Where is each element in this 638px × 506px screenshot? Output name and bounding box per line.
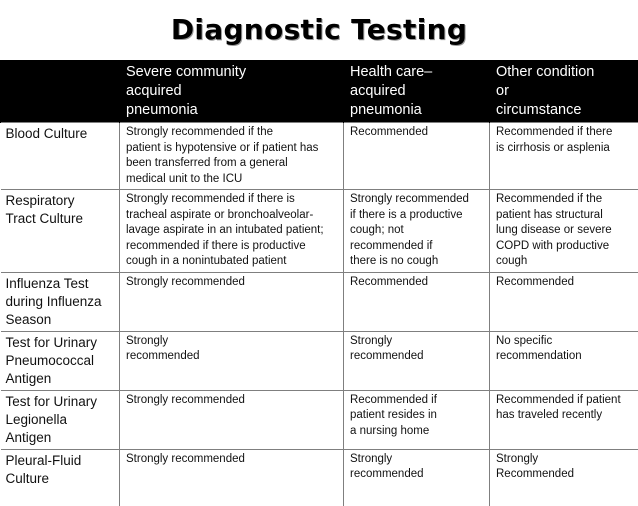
table-cell: Strongly recommended if the patient is hypotensive or if patient has been transferred from a general medical unit to the ICU xyxy=(120,123,344,190)
table-row xyxy=(1,272,638,331)
row-label: Respiratory Tract Culture xyxy=(1,190,120,273)
table-cell: Recommended xyxy=(490,272,638,331)
table-cell: Recommended xyxy=(344,123,490,190)
header-hcap: Health care– acquired pneumonia xyxy=(344,60,490,123)
table-row xyxy=(1,190,638,273)
header-severe-cap: Severe community acquired pneumonia xyxy=(120,60,344,123)
table-cell: Recommended if patient has traveled recently xyxy=(490,390,638,449)
table-row xyxy=(1,123,638,190)
diagnostic-testing-table xyxy=(0,60,638,506)
table-cell: Strongly recommended xyxy=(120,390,344,449)
table-cell: Strongly recommended xyxy=(120,449,344,506)
row-label: Test for Urinary Legionella Antigen xyxy=(1,390,120,449)
header-other-condition: Other condition or circumstance xyxy=(490,60,638,123)
table-cell: Strongly recommended if there is tracheal aspirate or bronchoalveolar- lavage aspirate in an intubated patient; recommended if there is productive cough in a nonintubated patient xyxy=(120,190,344,273)
table-cell: Strongly recommended xyxy=(120,331,344,390)
header-corner xyxy=(1,60,120,123)
table-cell: Strongly recommended xyxy=(120,272,344,331)
table-cell: Recommended if patient resides in a nursing home xyxy=(344,390,490,449)
table-cell: Recommended if the patient has structural lung disease or severe COPD with productive cough xyxy=(490,190,638,273)
row-label: Test for Urinary Pneumococcal Antigen xyxy=(1,331,120,390)
table-row xyxy=(1,390,638,449)
row-label: Influenza Test during Influenza Season xyxy=(1,272,120,331)
row-label: Pleural-Fluid Culture xyxy=(1,449,120,506)
table-cell: No specific recommendation xyxy=(490,331,638,390)
table-cell: Recommended if there is cirrhosis or asplenia xyxy=(490,123,638,190)
table-header-row xyxy=(1,60,638,123)
table-cell: Recommended xyxy=(344,272,490,331)
table-cell: Strongly recommended xyxy=(344,449,490,506)
table-cell: Strongly recommended xyxy=(344,331,490,390)
table-cell: Strongly recommended if there is a productive cough; not recommended if there is no cough xyxy=(344,190,490,273)
row-label: Blood Culture xyxy=(1,123,120,190)
page-title: Diagnostic Testing xyxy=(0,12,638,48)
table-row xyxy=(1,331,638,390)
table-row xyxy=(1,449,638,506)
table-cell: Strongly Recommended xyxy=(490,449,638,506)
